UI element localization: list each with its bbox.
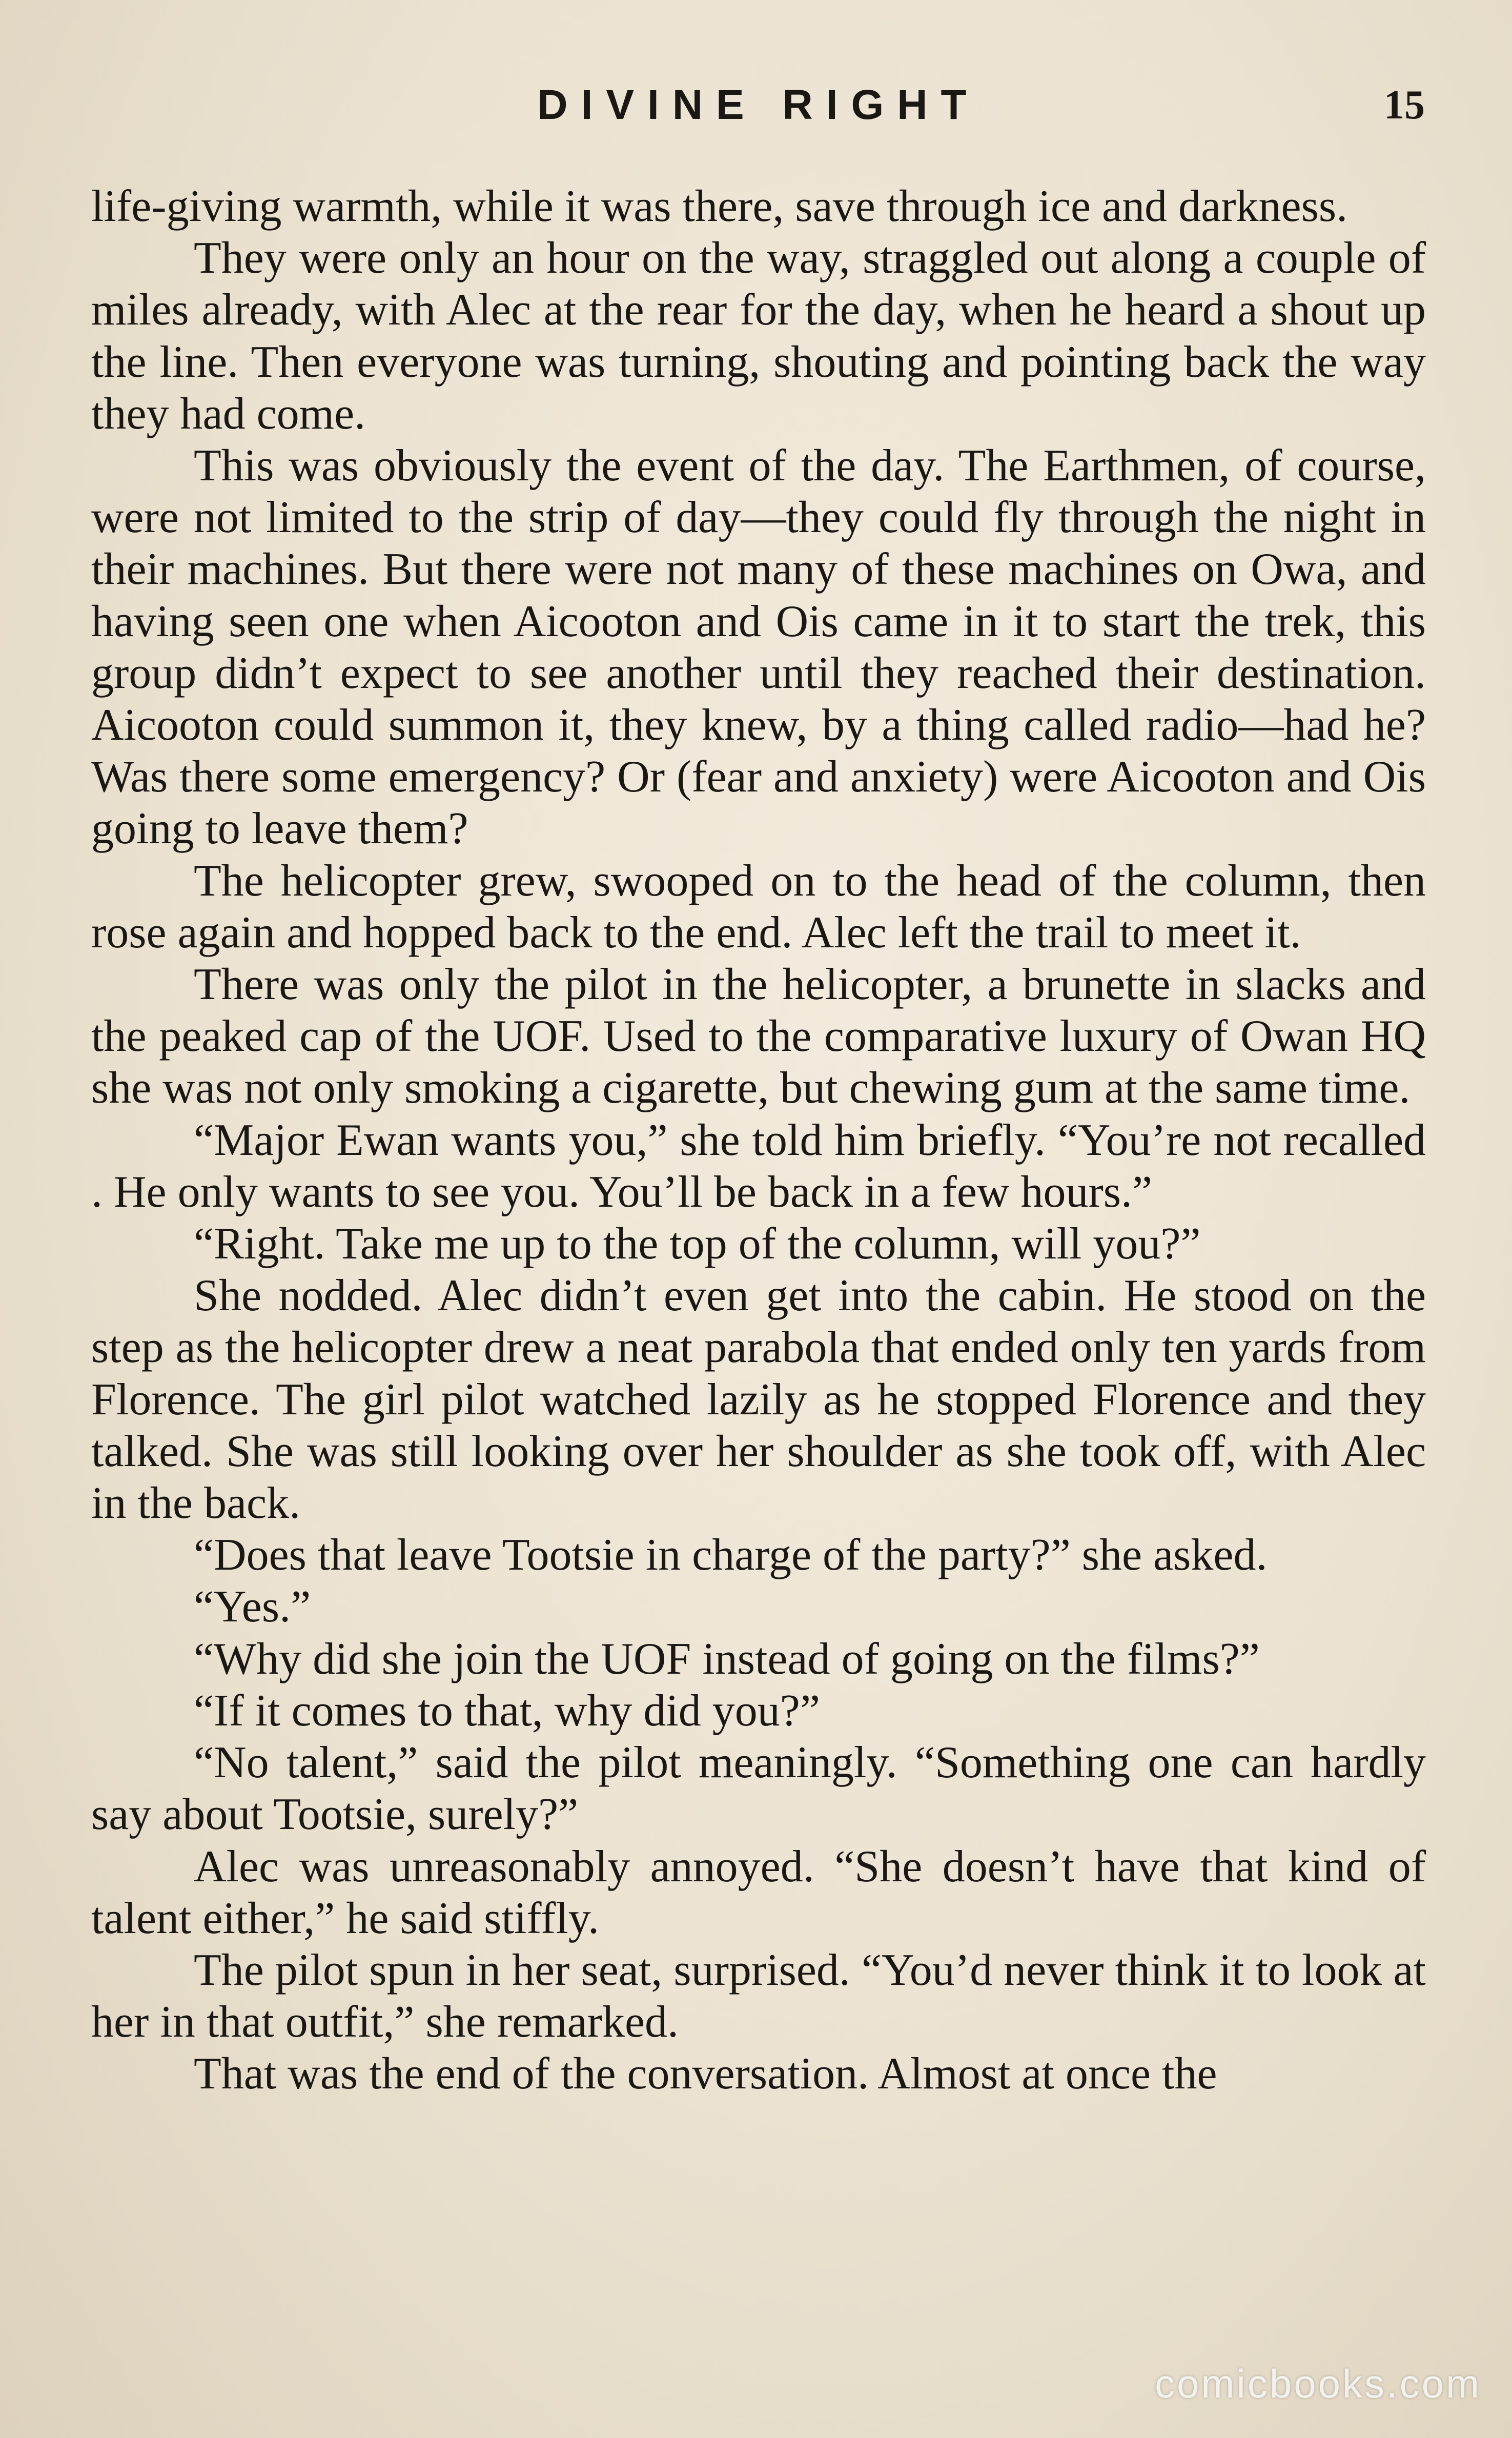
paragraph: This was obviously the event of the day. The Earthmen, of course, were not limited to the strip of day—they could fly through the night in their machines. But there were not many of these machines on Owa, and having seen one when Aicooton and Ois came in it to start the trek, this group didn’t expect to see another until they reached their destination. Aicooton could summon it, they knew, by a thing called radio—had he? Was there some emergency? Or (fear and anxiety) were Aicooton and Ois going to leave them? [91,441,1426,854]
body-text [91,180,1426,2100]
paragraph: “Does that leave Tootsie in charge of the party?” she asked. [194,1530,1268,1580]
page-number: 15 [1384,83,1425,128]
paragraph: life-giving warmth, while it was there, save through ice and darkness. [91,181,1348,231]
page-header [92,77,1425,133]
paragraph: “Why did she join the UOF instead of going on the films?” [194,1634,1260,1684]
paragraph: That was the end of the conversation. Almost at once the [194,2049,1217,2099]
paragraph: The pilot spun in her seat, surprised. “You’d never think it to look at her in that outfit,” she remarked. [91,1945,1426,2047]
paragraph: “No talent,” said the pilot meaningly. “Something one can hardly say about Tootsie, surely?” [91,1738,1426,1840]
running-title: DIVINE RIGHT [537,82,980,128]
paragraph: “Yes.” [194,1582,311,1632]
watermark: comicbooks.com [1155,2361,1481,2406]
paragraph: “Right. Take me up to the top of the column, will you?” [194,1219,1201,1269]
paragraph: “Major Ewan wants you,” she told him briefly. “You’re not recalled . He only wants to see you. You’ll be back in a few hours.” [91,1115,1426,1217]
paragraph: “If it comes to that, why did you?” [194,1685,820,1736]
paragraph: They were only an hour on the way, straggled out along a couple of miles already, with Alec at the rear for the day, when he heard a shout up the line. Then everyone was turning, shouting and pointing back the way they had come. [91,233,1426,439]
paragraph: The helicopter grew, swooped on to the head of the column, then rose again and hopped back to the end. Alec left the trail to meet it. [91,856,1426,958]
paragraph: Alec was unreasonably annoyed. “She doesn’t have that kind of talent either,” he said stiffly. [91,1841,1426,1943]
paragraph: She nodded. Alec didn’t even get into the cabin. He stood on the step as the helicopter drew a neat parabola that ended only ten yards from Florence. The girl pilot watched lazily as he stopped Florence and they talked. She was still looking over her shoulder as she took off, with Alec in the back. [91,1271,1426,1529]
paragraph: There was only the pilot in the helicopter, a brunette in slacks and the peaked cap of the UOF. Used to the comparative luxury of Owan HQ she was not only smoking a cigarette, but chewing gum at the same time. [91,960,1426,1113]
